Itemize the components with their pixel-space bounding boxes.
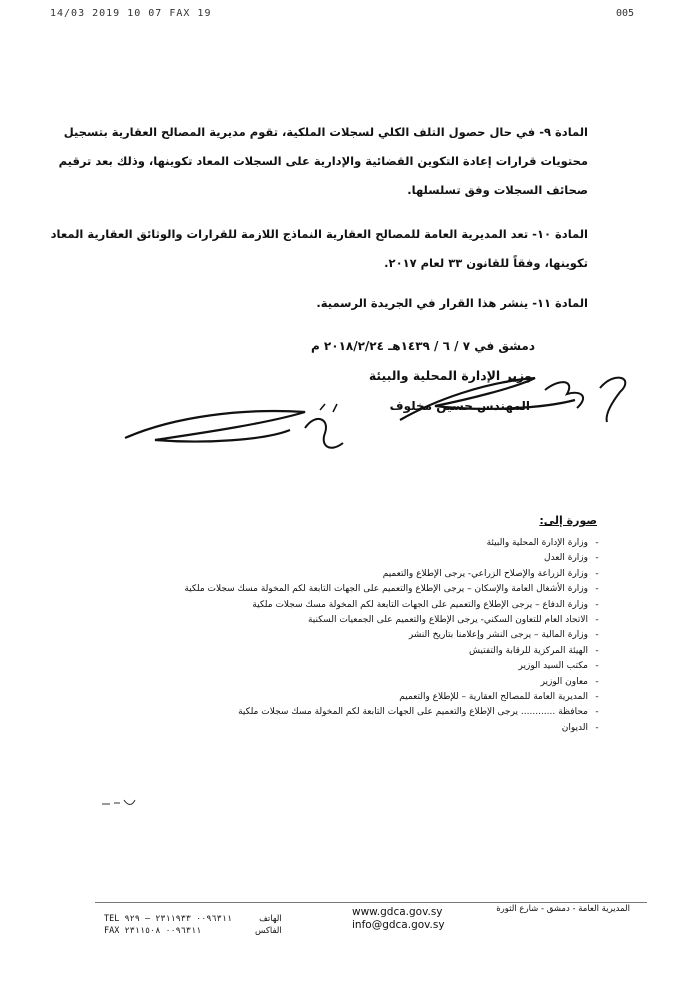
footer-contact-labels bbox=[255, 913, 282, 937]
signing-date: دمشق في ٧ / ٦ / ١٤٣٩هـ ٢٠١٨/٢/٢٤ م bbox=[310, 339, 535, 353]
article-9-line-3: صحائف السجلات وفق تسلسلها. bbox=[407, 183, 588, 197]
page-number-mark: 005 bbox=[615, 8, 634, 19]
handwritten-signature-right bbox=[395, 360, 655, 430]
phone-label: الهاتف bbox=[259, 914, 282, 924]
phone-value: TEL ٠٠٩٦٣١١ ٢٣١١٩٣٣ – ٩٢٩ bbox=[104, 914, 232, 924]
list-item: -وزارة الدفاع – يرجى الإطلاع والتعميم على الجهات التابعة لكم المخولة مسك سجلات ملكية bbox=[252, 599, 599, 610]
recipients-list bbox=[86, 536, 606, 736]
copies-heading: صورة إلى: bbox=[539, 514, 597, 527]
footer-contact-values bbox=[104, 913, 232, 937]
fax-value: FAX ٠٠٩٦٣١١ ٢٣١١٥٠٨ bbox=[104, 926, 202, 936]
engineer-name: المهندس حسين مخلوف bbox=[389, 399, 530, 413]
fax-label: الفاكس bbox=[255, 926, 282, 936]
list-item: -محافظة ............ يرجى الإطلاع والتعميم على الجهات التابعة لكم المخولة مسك سجلات ملكية bbox=[238, 707, 599, 718]
fax-transmission-header: 14/03 2019 10 07 FAX 19 bbox=[50, 8, 212, 19]
list-item: -الاتحاد العام للتعاون السكني- يرجى الإطلاع والتعميم على الجمعيات السكنية bbox=[307, 615, 599, 626]
list-item: -وزارة الإدارة المحلية والبيئة bbox=[486, 538, 599, 548]
list-item: -مكتب السيد الوزير bbox=[518, 661, 599, 672]
article-10-line-1: المادة ١٠- تعد المديرية العامة للمصالح العقارية النماذج اللازمة للقرارات والوثائق العقارية المعاد bbox=[50, 227, 588, 241]
article-9-line-2: محتويات قرارات إعادة التكوين القضائية والإدارية على السجلات المعاد تكوينها، وذلك بعد ترقيم bbox=[58, 154, 588, 168]
footer-web-contact bbox=[352, 906, 445, 932]
article-10 bbox=[50, 220, 588, 278]
article-9 bbox=[58, 118, 588, 205]
initials-mark bbox=[100, 796, 145, 808]
list-item: -وزارة العدل bbox=[544, 553, 599, 564]
article-11 bbox=[68, 289, 588, 318]
footer-website: www.gdca.gov.sy bbox=[352, 906, 443, 918]
list-item: -وزارة المالية – يرجى النشر وإعلامنا بتاريخ النشر bbox=[408, 630, 599, 641]
footer-divider bbox=[95, 902, 647, 903]
footer-address: المديرية العامة - دمشق - شارع الثورة bbox=[496, 904, 630, 914]
footer-email: info@gdca.gov.sy bbox=[352, 919, 445, 931]
list-item: -معاون الوزير bbox=[540, 676, 599, 687]
handwritten-signature-left bbox=[115, 398, 375, 463]
article-11-line-1: المادة ١١- ينشر هذا القرار في الجريدة الرسمية. bbox=[316, 296, 588, 310]
list-item: -وزارة الأشغال العامة والإسكان – يرجى الإطلاع والتعميم على الجهات التابعة لكم المخولة مسك سجلات ملكية bbox=[184, 584, 599, 595]
list-item: -المديرية العامة للمصالح العقارية – للإطلاع والتعميم bbox=[399, 692, 599, 703]
minister-title: وزير الإدارة المحلية والبيئة bbox=[368, 368, 532, 383]
list-item: -الهيئة المركزية للرقابة والتفتيش bbox=[468, 645, 599, 656]
article-10-line-2: تكوينها، وفقاً للقانون ٣٣ لعام ٢٠١٧. bbox=[384, 256, 588, 270]
list-item: -وزارة الزراعة والإصلاح الزراعي- يرجى الإطلاع والتعميم bbox=[382, 568, 599, 579]
article-9-line-1: المادة ٩- في حال حصول التلف الكلي لسجلات الملكية، تقوم مديرية المصالح العقارية بتسجيل bbox=[63, 125, 588, 139]
list-item: -الديوان bbox=[561, 722, 599, 733]
